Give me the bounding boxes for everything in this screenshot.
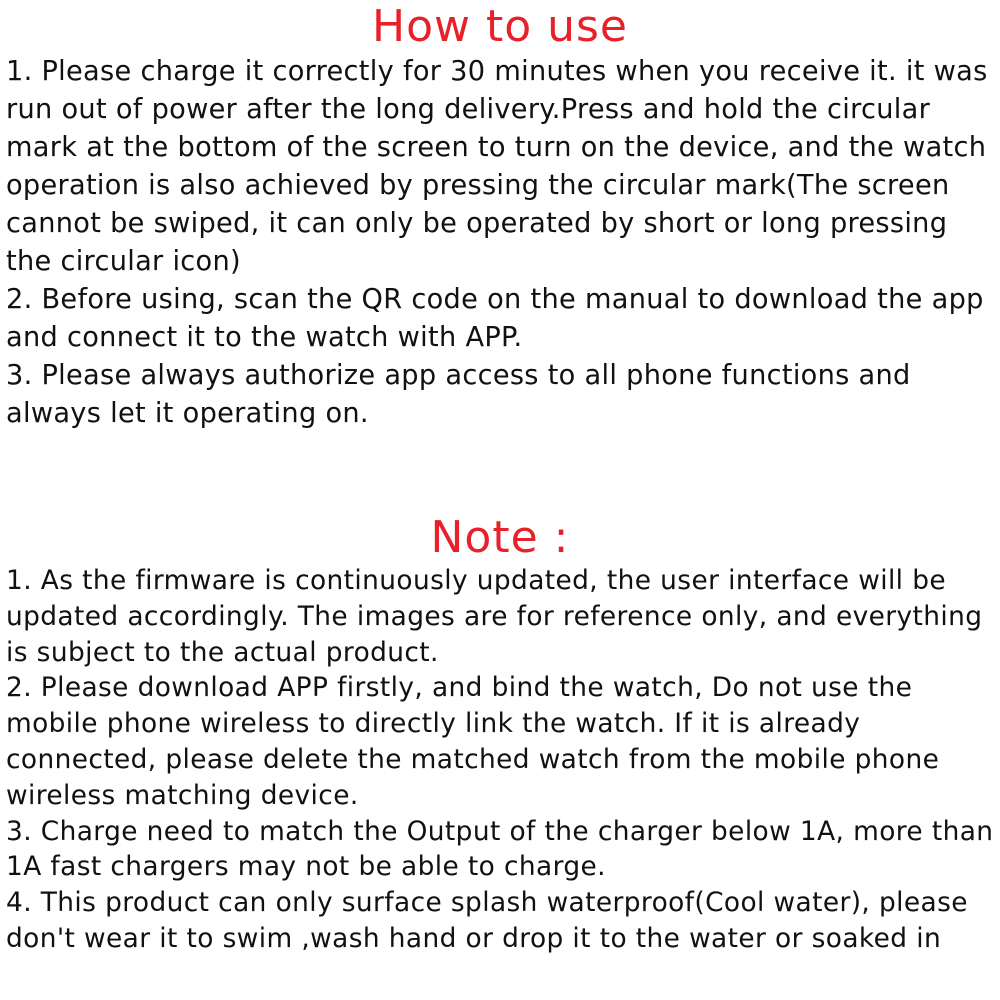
how-to-use-heading: How to use <box>371 1 629 52</box>
note-item-1: 1. As the firmware is continuously updated, the user interface will be updated accordingly. The images are for reference only, and everything is subject to the actual product. <box>6 565 983 668</box>
note-item-2: 2. Please download APP firstly, and bind the watch, Do not use the mobile phone wireless to directly link the watch. If it is already connected, please delete the matched watch from the mobile phone wireless matching device. <box>6 672 940 811</box>
note-heading: Note : <box>430 512 570 563</box>
how-to-use-item-3: 3. Please always authorize app access to all phone functions and always let it operating on. <box>6 360 911 429</box>
how-to-use-item-2: 2. Before using, scan the QR code on the manual to download the app and connect it to the watch with APP. <box>6 284 984 353</box>
how-to-use-item-1: 1. Please charge it correctly for 30 minutes when you receive it. it was run out of power after the long delivery.Press and hold the circular mark at the bottom of the screen to turn on the device, and the watch operation is also achieved by pressing the circular mark(The screen cannot be swiped, it can only be operated by short or long pressing the circular icon) <box>6 56 988 277</box>
note-list <box>6 563 1000 957</box>
note-item-3: 3. Charge need to match the Output of the charger below 1A, more than 1A fast chargers may not be able to charge. <box>6 815 994 883</box>
how-to-use-list <box>6 53 1000 433</box>
note-item-4: 4. This product can only surface splash waterproof(Cool water), please don't wear it to swim ,wash hand or drop it to the water or soaked in <box>6 887 968 954</box>
